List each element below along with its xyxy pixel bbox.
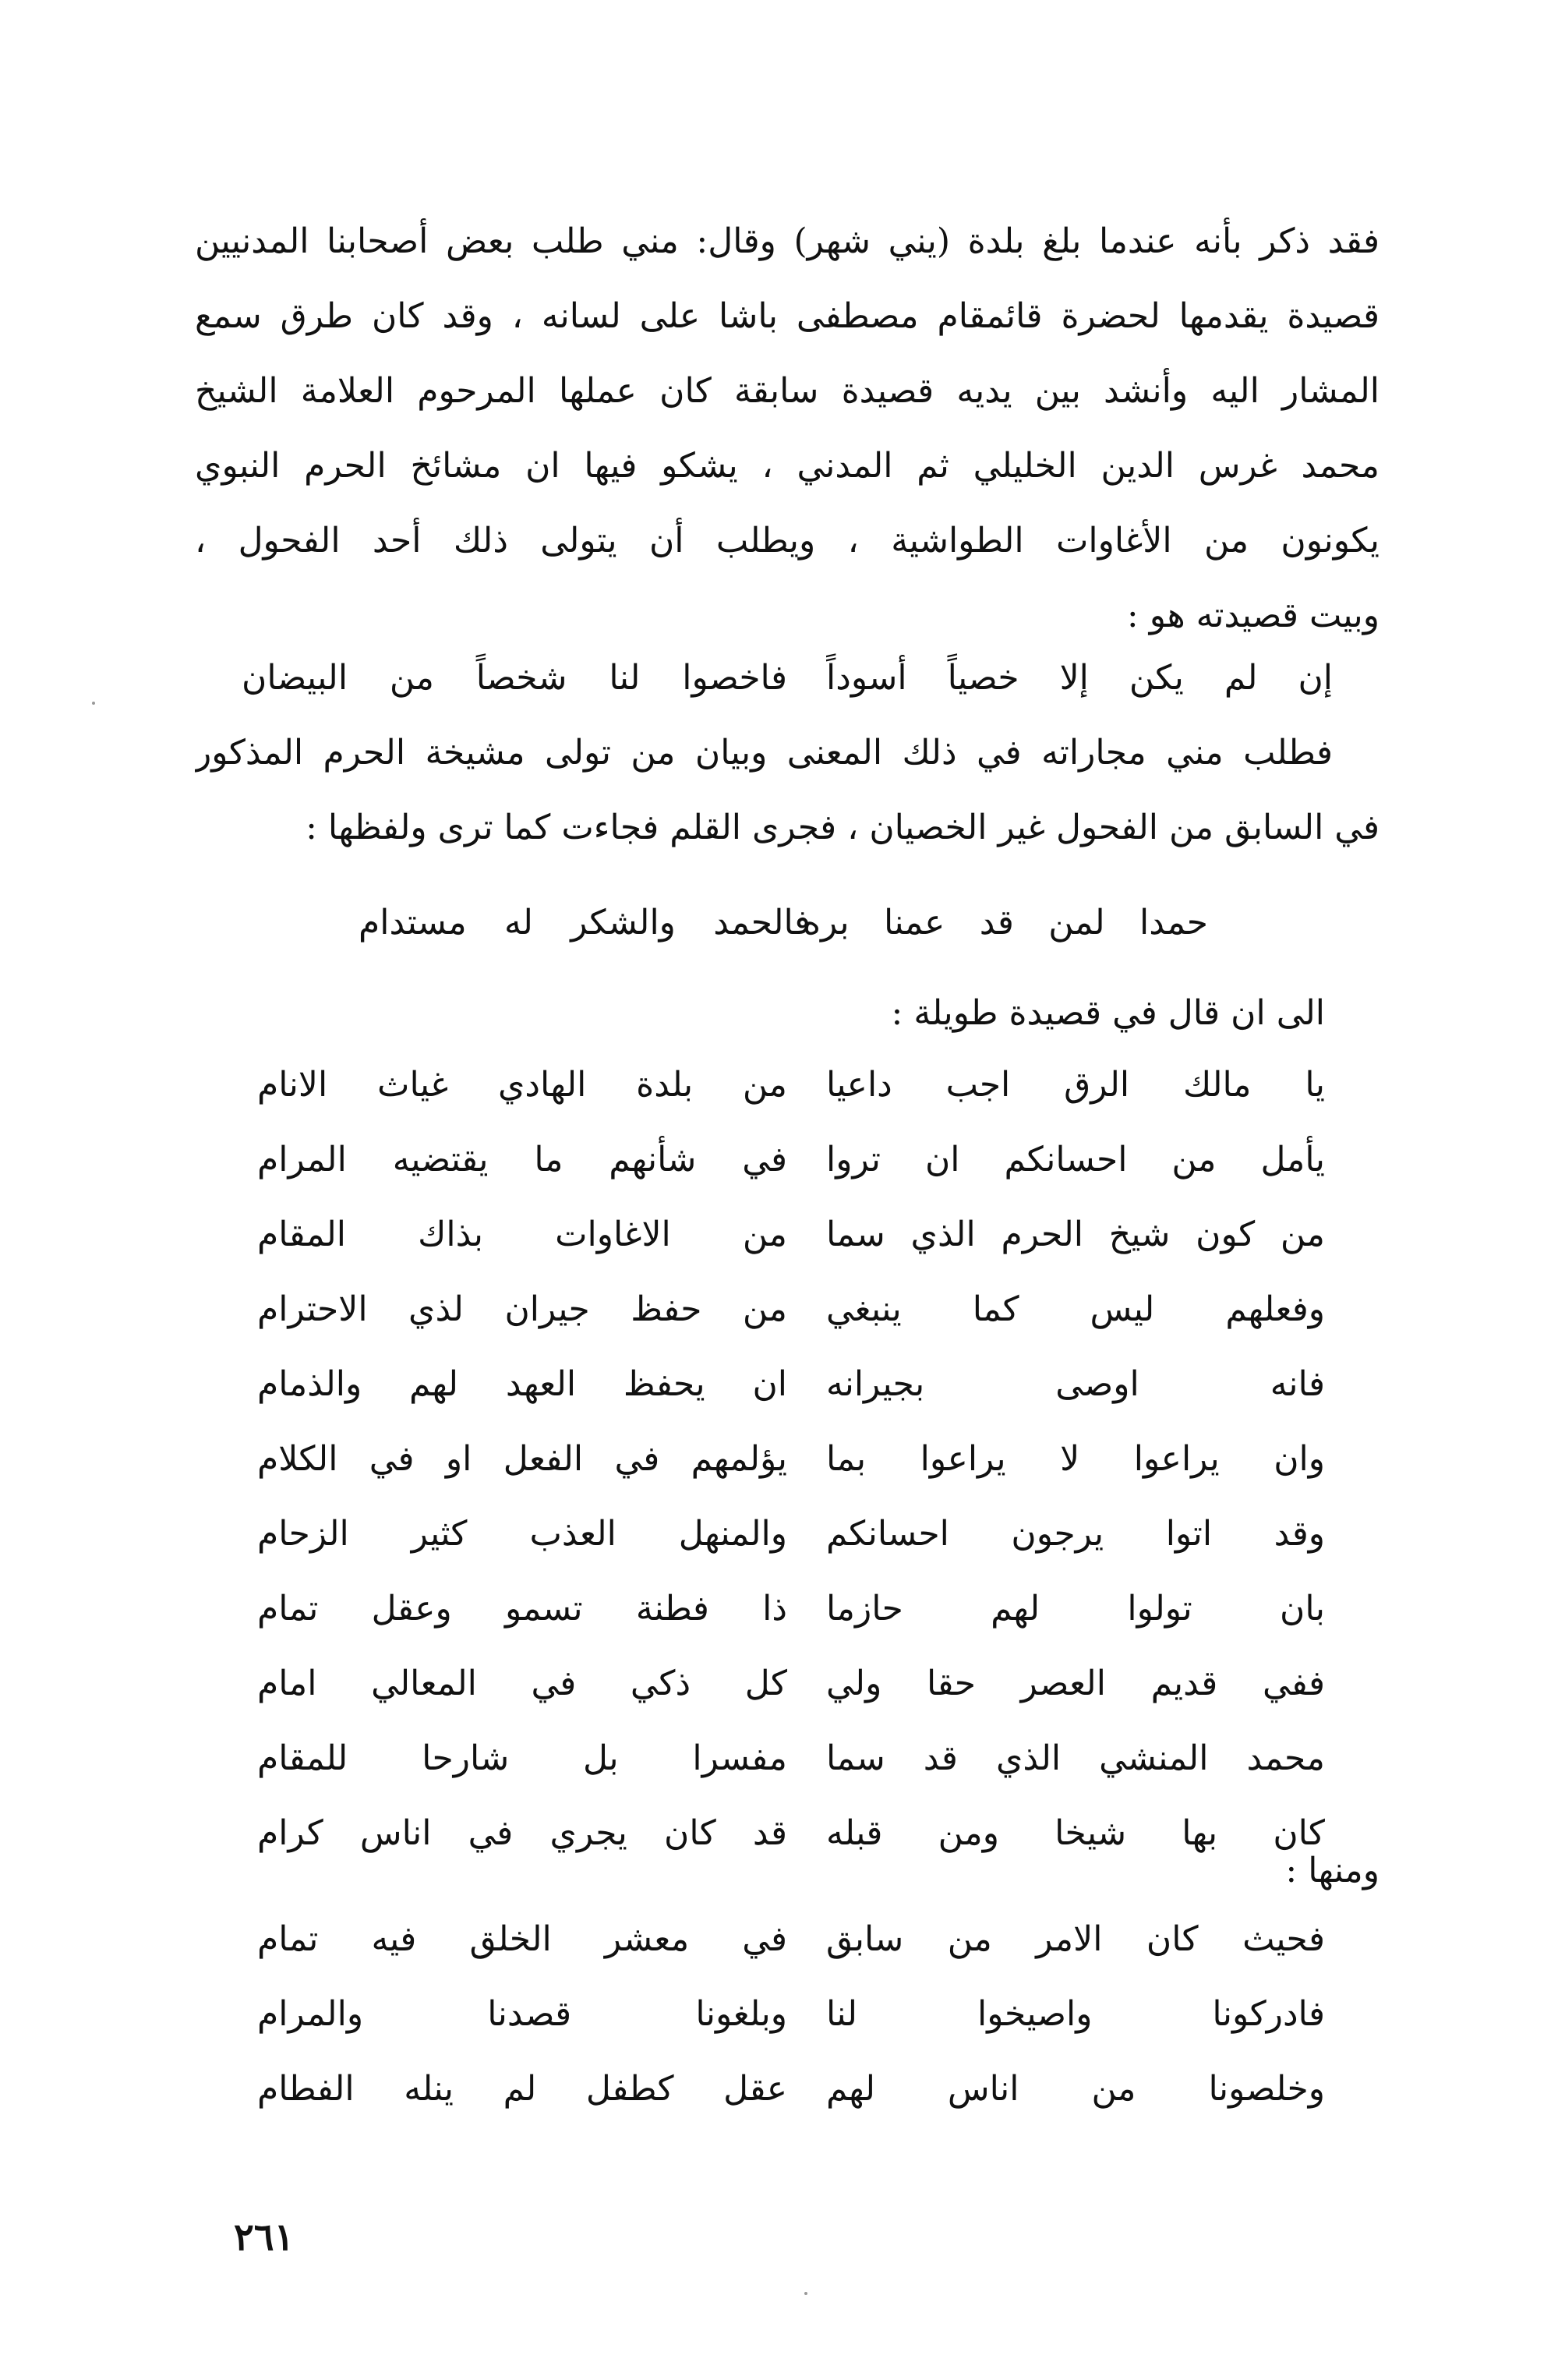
text-line: قصيدة يقدمها لحضرة قائمقام مصطفى باشا على لسانه ، وقد كان طرق سمع [195,296,1380,336]
text-line: في السابق من الفحول غير الخصيان ، فجرى القلم فجاءت كما ترى ولفظها : [306,808,1380,847]
poem-verse [195,1048,1380,1123]
verse-first-hemistich: محمد المنشي الذي قد سما [826,1738,1325,1778]
text-line: المشار اليه وأنشد بين يديه قصيدة سابقة كان عملها المرحوم العلامة الشيخ [195,371,1380,411]
text-line: فطلب مني مجاراته في ذلك المعنى وبيان من تولى مشيخة الحرم المذكور [195,733,1333,773]
text-line: محمد غرس الدين الخليلي ثم المدني ، يشكو فيها ان مشائخ الحرم النبوي [195,446,1380,486]
poem-verse [195,1197,1380,1272]
verse-first-hemistich: وخلصونا من اناس لهم [826,2069,1325,2109]
verse-first-hemistich: فادركونا واصيخوا لنا [826,1994,1325,2034]
verse-second-hemistich: في معشر الخلق فيه تمام [257,1919,787,1959]
scan-speck [92,702,95,705]
verse-first-hemistich: فانه اوصى بجيرانه [826,1364,1325,1404]
paragraph-1 [195,204,1380,653]
scan-speck [804,2292,807,2295]
verse-second-hemistich: والمنهل العذب كثير الزحام [257,1514,787,1554]
verse-first-hemistich: وقد اتوا يرجون احسانكم [826,1514,1325,1554]
poem-verse [195,2052,1380,2127]
poem-verse [195,1721,1380,1796]
paragraph-2 [195,716,1380,865]
verse-second-hemistich: فالحمد والشكر له مستدام [359,903,811,942]
verse-second-hemistich: كل ذكي في المعالي امام [257,1664,787,1703]
verse-first-hemistich: ففي قديم العصر حقا ولي [826,1664,1325,1703]
minha-label [195,1834,1380,1908]
poem-verse [195,1123,1380,1197]
text-line: الى ان قال في قصيدة طويلة : [891,993,1325,1033]
poem-2 [195,1902,1380,2127]
verse-row [195,641,1380,716]
verse-row [195,886,1380,960]
verse-second-hemistich: وبلغونا قصدنا والمرام [257,1994,787,2034]
verse-first-hemistich: حمدا لمن قد عمنا بره [803,903,1208,942]
verse-first-hemistich: يا مالك الرق اجب داعيا [826,1065,1325,1105]
verse-second-hemistich: قد كان يجري في اناس كرام [257,1813,787,1853]
verse-first-hemistich: كان بها شيخا ومن قبله [826,1813,1325,1853]
verse-2 [195,886,1380,960]
verse-first-hemistich: يأمل من احسانكم ان تروا [826,1140,1325,1179]
verse-first-hemistich: وان يراعوا لا يراعوا بما [826,1439,1325,1479]
verse-first-hemistich: وفعلهم ليس كما ينبغي [826,1289,1325,1329]
verse-second-hemistich: في شأنهم ما يقتضيه المرام [257,1140,787,1179]
verse-first-hemistich: بان تولوا لهم حازما [826,1589,1325,1629]
verse-second-hemistich: يؤلمهم في الفعل او في الكلام [257,1439,787,1479]
verse-second-hemistich: ذا فطنة تسمو وعقل تمام [257,1589,787,1629]
text-line: يكونون من الأغاوات الطواشية ، ويطلب أن يتولى ذلك أحد الفحول ، [195,521,1380,561]
text-line: فقد ذكر بأنه عندما بلغ بلدة (يني شهر) وقال: مني طلب بعض أصحابنا المدنيين [195,221,1380,261]
text-line: وبيت قصيدته هو : [1126,596,1380,635]
verse-first-hemistich: من كون شيخ الحرم الذي سما [826,1215,1325,1254]
verse-first-hemistich: فحيث كان الامر من سابق [826,1919,1325,1959]
verse-second-hemistich: عقل كطفل لم ينله الفطام [257,2069,787,2109]
poem-verse [195,1497,1380,1572]
verse-second-hemistich: ان يحفظ العهد لهم والذمام [257,1364,787,1404]
poem-verse [195,1272,1380,1347]
poem-verse [195,1422,1380,1497]
intro-line [195,976,1380,1051]
page-number: ٢٦١ [234,2216,295,2259]
poem [195,1048,1380,1871]
verse-second-hemistich: مفسرا بل شارحا للمقام [257,1738,787,1778]
verse-first-hemistich: إن لم يكن إلا خصياً أسوداً [826,658,1333,698]
text-line: ومنها : [1285,1851,1380,1890]
verse-second-hemistich: فاخصوا لنا شخصاً من البيضان [242,658,787,698]
poem-verse [195,1977,1380,2052]
poem-verse [195,1572,1380,1646]
poem-verse [195,1646,1380,1721]
poem-verse [195,1902,1380,1977]
verse-1 [195,641,1380,716]
verse-second-hemistich: من حفظ جيران لذي الاحترام [257,1289,787,1329]
poem-verse [195,1347,1380,1422]
verse-second-hemistich: من بلدة الهادي غياث الانام [257,1065,787,1105]
verse-second-hemistich: من الاغاوات بذاك المقام [257,1215,787,1254]
